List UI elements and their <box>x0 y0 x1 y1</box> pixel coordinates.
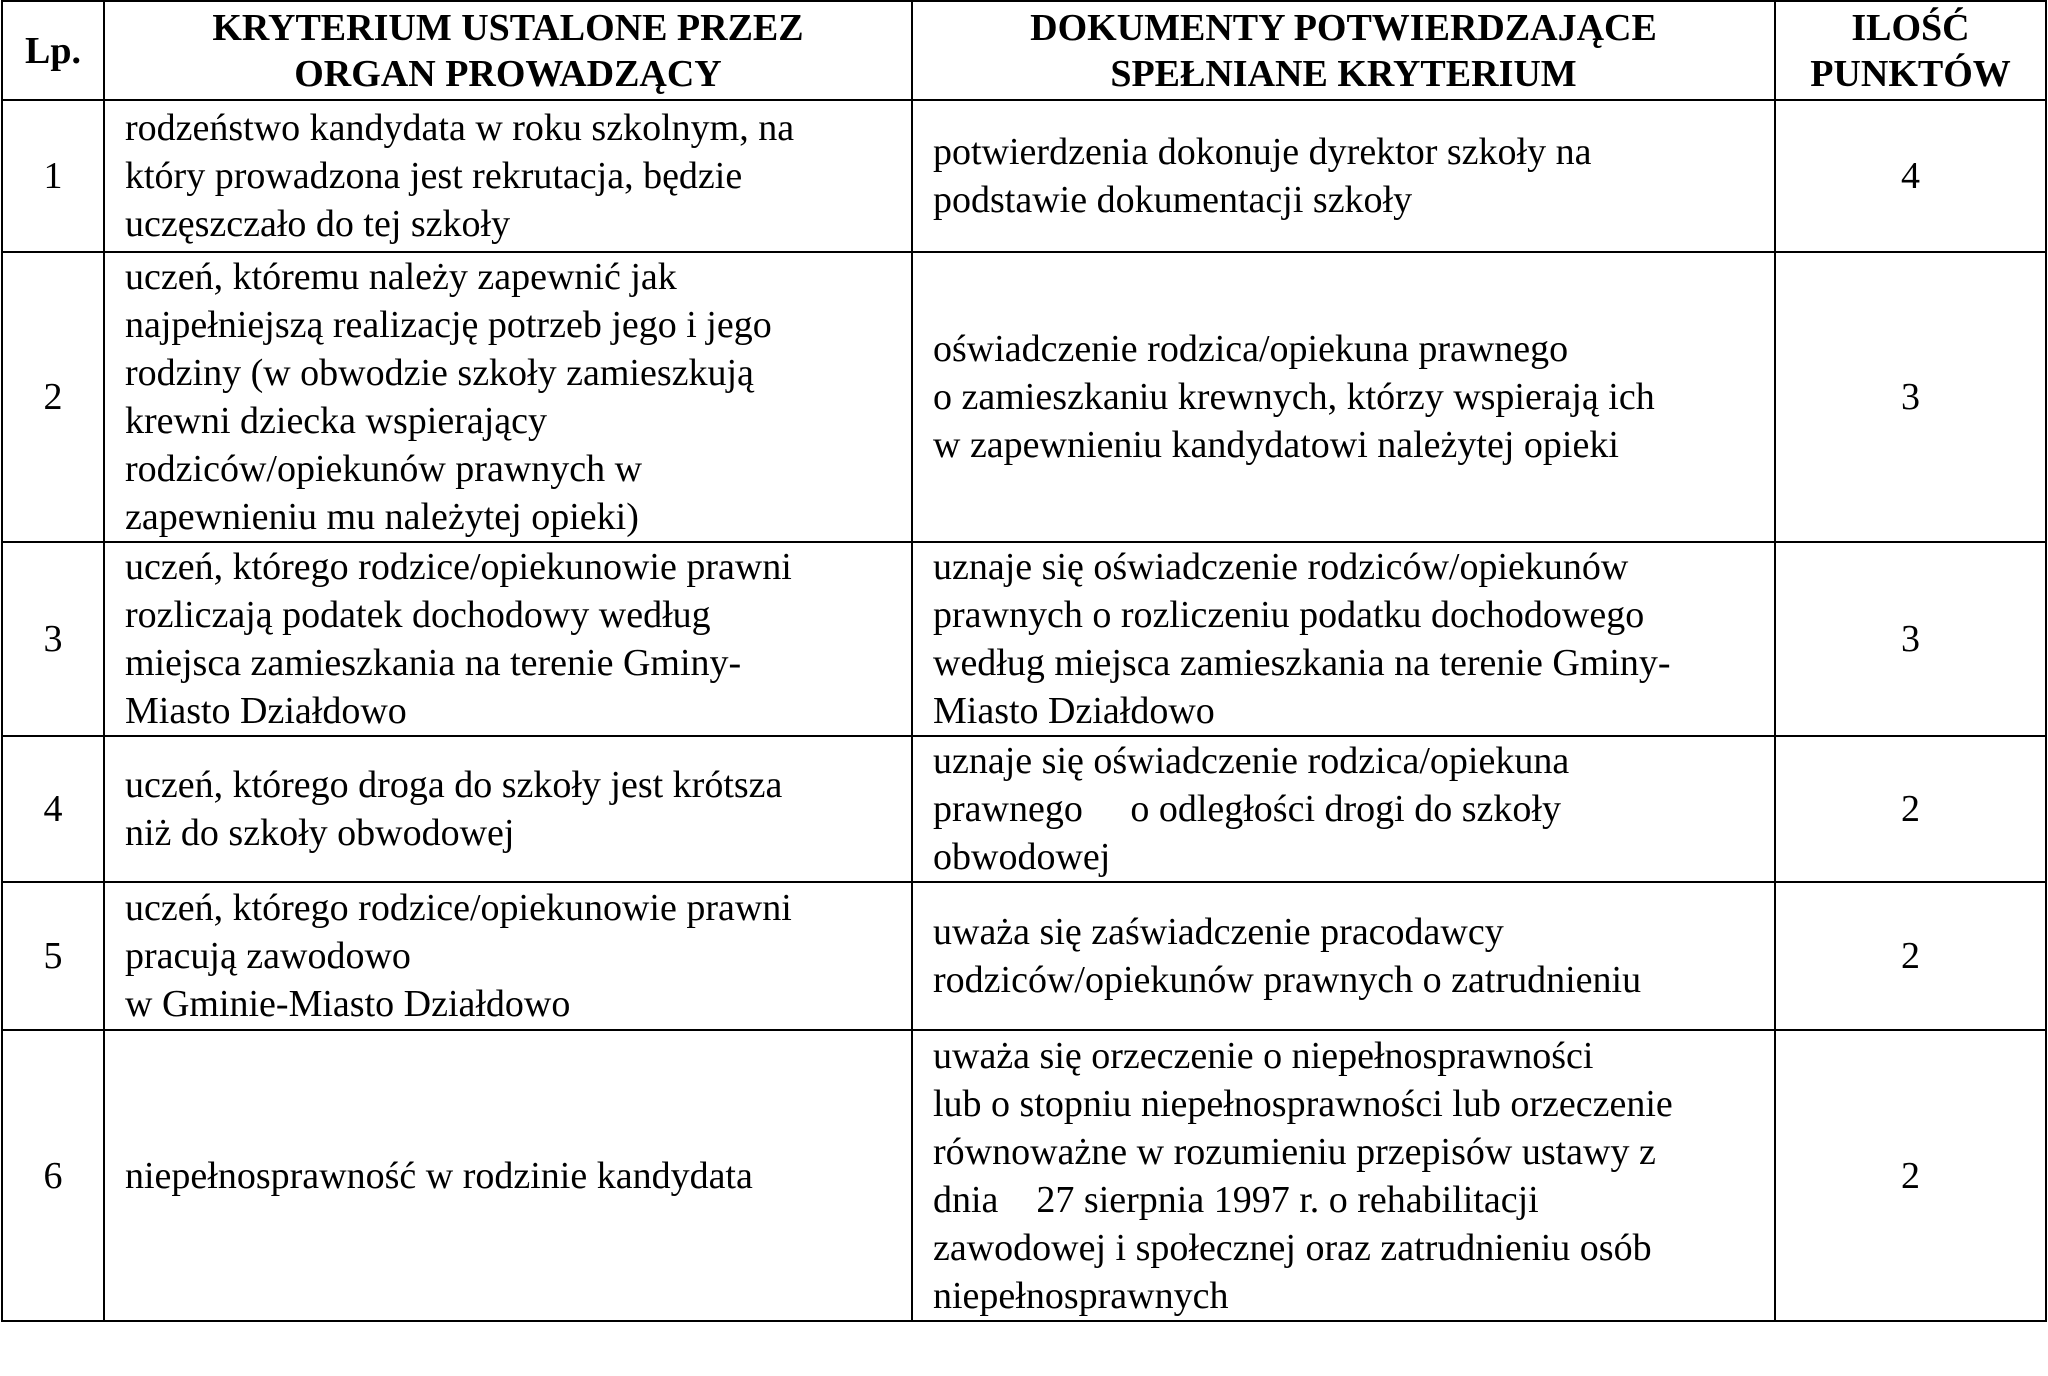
documents-line: obwodowej <box>933 836 1111 878</box>
documents-line: uznaje się oświadczenie rodzica/opiekuna <box>933 740 1570 782</box>
criterion-cell <box>104 1030 912 1321</box>
row-number: 3 <box>2 542 104 736</box>
table-row <box>2 1030 2046 1321</box>
points-cell: 2 <box>1775 736 2046 882</box>
criterion-line: rodziców/opiekunów prawnych w <box>125 448 643 490</box>
header-documents <box>912 1 1775 100</box>
documents-line: o zamieszkaniu krewnych, którzy wspierają ich <box>933 376 1655 418</box>
criterion-cell <box>104 736 912 882</box>
criterion-line: który prowadzona jest rekrutacja, będzie <box>125 155 743 197</box>
table-row <box>2 542 2046 736</box>
criterion-line: uczeń, którego rodzice/opiekunowie prawni <box>125 546 792 588</box>
row-number: 6 <box>2 1030 104 1321</box>
header-line: DOKUMENTY POTWIERDZAJĄCE <box>1030 6 1657 49</box>
documents-cell <box>912 736 1775 882</box>
criterion-line: niepełnosprawność w rodzinie kandydata <box>125 1154 753 1197</box>
header-row <box>2 1 2046 100</box>
documents-cell <box>912 882 1775 1030</box>
row-number: 1 <box>2 100 104 252</box>
table-body <box>2 100 2046 1321</box>
documents-line: zawodowej i społecznej oraz zatrudnieniu osób <box>933 1226 1652 1269</box>
table-row <box>2 882 2046 1030</box>
points-cell: 2 <box>1775 1030 2046 1321</box>
documents-line: uznaje się oświadczenie rodziców/opiekunów <box>933 546 1629 588</box>
table-row <box>2 252 2046 542</box>
documents-line: według miejsca zamieszkania na terenie Gminy- <box>933 642 1671 684</box>
criterion-line: miejsca zamieszkania na terenie Gminy- <box>125 642 742 684</box>
documents-line: równoważne w rozumieniu przepisów ustawy z <box>933 1130 1656 1173</box>
points-cell: 2 <box>1775 882 2046 1030</box>
table-row <box>2 100 2046 252</box>
header-line: PUNKTÓW <box>1810 52 2011 95</box>
table-header <box>2 1 2046 100</box>
documents-line: prawnego o odległości drogi do szkoły <box>933 788 1561 830</box>
row-number: 4 <box>2 736 104 882</box>
header-line: SPEŁNIANE KRYTERIUM <box>1110 52 1577 95</box>
criterion-cell <box>104 882 912 1030</box>
criterion-line: uczeń, którego rodzice/opiekunowie prawni <box>125 887 792 929</box>
criterion-line: krewni dziecka wspierający <box>125 400 548 442</box>
criterion-line: uczęszczało do tej szkoły <box>125 203 511 245</box>
header-line: ORGAN PROWADZĄCY <box>294 52 722 95</box>
header-criterion <box>104 1 912 100</box>
criterion-line: rozliczają podatek dochodowy według <box>125 594 711 636</box>
row-number: 2 <box>2 252 104 542</box>
documents-line: niepełnosprawnych <box>933 1274 1229 1317</box>
header-lp <box>2 1 104 100</box>
documents-line: rodziców/opiekunów prawnych o zatrudnieniu <box>933 959 1642 1001</box>
documents-line: prawnych o rozliczeniu podatku dochodowego <box>933 594 1645 636</box>
documents-line: podstawie dokumentacji szkoły <box>933 179 1413 221</box>
criterion-line: pracują zawodowo <box>125 935 411 977</box>
row-number: 5 <box>2 882 104 1030</box>
documents-line: uważa się orzeczenie o niepełnosprawności <box>933 1034 1594 1077</box>
documents-line: potwierdzenia dokonuje dyrektor szkoły na <box>933 131 1592 173</box>
documents-line: oświadczenie rodzica/opiekuna prawnego <box>933 328 1569 370</box>
criterion-line: rodziny (w obwodzie szkoły zamieszkują <box>125 352 754 394</box>
criterion-line: zapewnieniu mu należytej opieki) <box>125 496 639 538</box>
criterion-line: rodzeństwo kandydata w roku szkolnym, na <box>125 107 795 149</box>
header-line: ILOŚĆ <box>1851 6 1970 49</box>
points-cell: 3 <box>1775 542 2046 736</box>
criterion-line: niż do szkoły obwodowej <box>125 812 515 854</box>
criterion-line: Miasto Działdowo <box>125 690 407 732</box>
header-points <box>1775 1 2046 100</box>
documents-line: w zapewnieniu kandydatowi należytej opieki <box>933 424 1619 466</box>
documents-line: dnia 27 sierpnia 1997 r. o rehabilitacji <box>933 1178 1539 1221</box>
criterion-cell <box>104 252 912 542</box>
header-line: Lp. <box>25 29 81 72</box>
documents-cell <box>912 1030 1775 1321</box>
points-cell: 3 <box>1775 252 2046 542</box>
criterion-line: w Gminie-Miasto Działdowo <box>125 983 571 1025</box>
points-cell: 4 <box>1775 100 2046 252</box>
documents-line: Miasto Działdowo <box>933 690 1215 732</box>
documents-cell <box>912 252 1775 542</box>
table-row <box>2 736 2046 882</box>
criteria-table <box>1 0 2047 1322</box>
documents-line: lub o stopniu niepełnosprawności lub orzeczenie <box>933 1082 1673 1125</box>
documents-line: uważa się zaświadczenie pracodawcy <box>933 911 1504 953</box>
documents-cell <box>912 100 1775 252</box>
header-line: KRYTERIUM USTALONE PRZEZ <box>212 6 804 49</box>
criterion-cell <box>104 542 912 736</box>
criterion-cell <box>104 100 912 252</box>
criterion-line: najpełniejszą realizację potrzeb jego i jego <box>125 304 772 346</box>
documents-cell <box>912 542 1775 736</box>
criterion-line: uczeń, którego droga do szkoły jest krótsza <box>125 764 783 806</box>
criterion-line: uczeń, któremu należy zapewnić jak <box>125 256 677 298</box>
